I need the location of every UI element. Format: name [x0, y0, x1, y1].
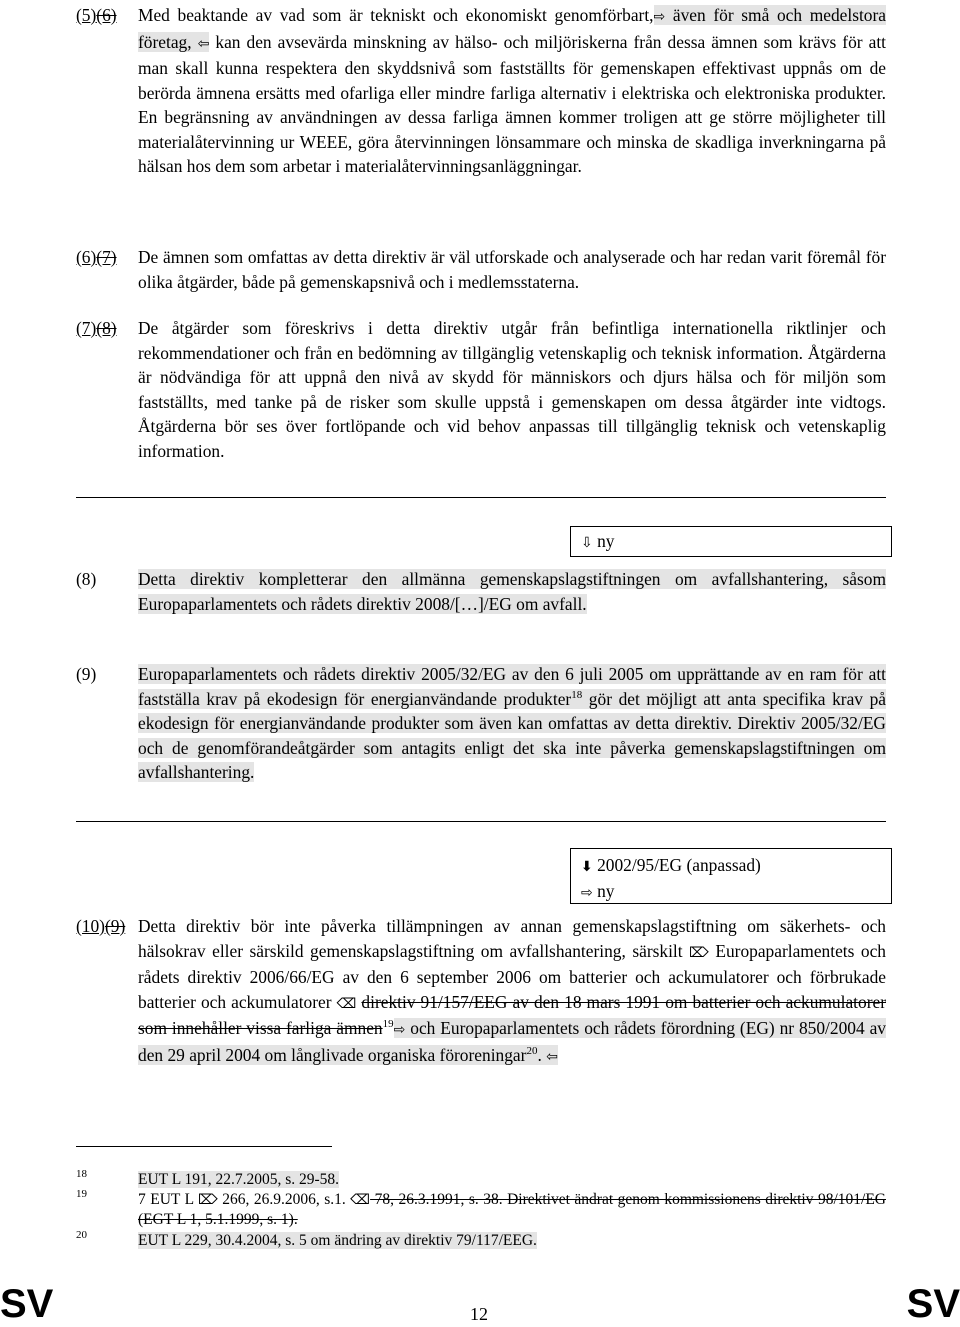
recital-text: Detta direktiv kompletterar den allmänna gemenskapslagstiftningen om avfallshantering, såsom Europaparlamentets och rådets direktiv 2008/[…]/EG om avfall.: [138, 569, 886, 614]
recital-number: (7)(8): [76, 318, 117, 338]
recital-text: De ämnen som omfattas av detta direktiv är väl utforskade och analyserade och har redan varit föremål för olika åtgärder, både på gemenskapsnivå och i medlemsstaterna.: [138, 247, 886, 292]
recital-number: (5)(6): [76, 5, 117, 25]
footnote-ref: 20: [526, 1044, 538, 1057]
recital-6: [76, 245, 886, 294]
recital-text: De åtgärder som föreskrivs i detta direktiv utgår från befintliga internationella riktlinjer och rekommendationer och från en bedömning av tillgänglig vetenskaplig och teknisk information. Åtgärderna är nödvändiga för att uppnå den nivå av skydd för människors och djurs hälsa och för miljön som fastställts, med tanke på de risker som skulle uppstå i gemenskapen om dessa åtgärder inte vidtogs. Åtgärderna bör ses över fortlöpande och vid behov anpassas till tillgänglig teknisk och vetenskaplig information.: [138, 318, 886, 461]
insert-marker-icon: ⌦: [689, 944, 709, 961]
insert-marker-icon: ⌦: [197, 1192, 218, 1208]
footnote-18: 18 EUT L 191, 22.7.2005, s. 29-58.: [76, 1168, 340, 1188]
amendment-marker-box: ⬇ 2002/95/EG (anpassad) ⇨ ny: [570, 848, 892, 904]
recital-number: (8): [76, 569, 97, 589]
footnote-19: 19 7 EUT L ⌦ 266, 26.9.2006, s.1. ⌫ 78, 26.3.1991, s. 38. Direktivet ändrat genom kommissionens direktiv 98/101/EG (EGT L 1, 5.1.1999, s. 1).: [76, 1188, 886, 1228]
arrow-down-outline-icon: ⇩: [581, 535, 593, 551]
arrow-left-icon: ⇦: [546, 1048, 558, 1065]
amendment-marker-box: ⇩ ny: [570, 526, 892, 557]
footnote-20: 20 EUT L 229, 30.4.2004, s. 5 om ändring av direktiv 79/117/EEG.: [76, 1229, 537, 1249]
insertion: ⇨ även för små och medelstora företag, ⇦: [138, 5, 886, 52]
arrow-right-icon: ⇨: [653, 9, 666, 25]
language-code-left: SV: [0, 1282, 54, 1326]
recital-number: (9): [76, 664, 97, 684]
insertion: ⇨ och Europaparlamentets och rådets förordning (EG) nr 850/2004 av den 29 april 2004 om långlivade organiska föroreningar$^{20}$. ⇦: [138, 1018, 886, 1065]
delete-marker-icon: ⌫: [350, 1192, 371, 1208]
arrow-right-icon: ⇨: [581, 885, 593, 901]
section-divider: [76, 821, 886, 822]
footnote-separator: [76, 1146, 332, 1147]
recital-5: [76, 3, 886, 179]
section-divider: [76, 497, 886, 498]
recital-7: [76, 316, 886, 463]
recital-number: (6)(7): [76, 247, 117, 267]
footnote-ref: 19: [382, 1018, 394, 1031]
recital-text: Detta direktiv bör inte påverka tillämpningen av annan gemenskapslagstiftning om säkerhets- och hälsokrav eller särskild gemenskapslagstiftning om avfallshantering, särskilt: [138, 916, 886, 961]
language-code-right: SV: [906, 1282, 960, 1326]
delete-marker-icon: ⌫: [336, 995, 357, 1012]
recital-10: (10)(9) Detta direktiv bör inte påverka tillämpningen av annan gemenskapslagstiftning om säkerhets- och hälsokrav eller särskild gemenskapslagstiftning om avfallshantering, särskilt ⌦ Europaparlamentets och rådets direktiv 2006/66/EG av den 6 september 2006 om batterier och ackumulatorer och förbrukade batterier och ackumulatorer ⌫ direktiv 91/157/EEG av den 18 mars 1991 om batterier och ackumulatorer som innehåller vissa farliga ämnen$^{19}$⇨ och Europaparlamentets och rådets förordning (EG) nr 850/2004 av den 29 april 2004 om långlivade organiska föroreningar$^{20}$. ⇦: [76, 914, 886, 1069]
footnote-ref: 18: [571, 688, 583, 701]
recital-8: [76, 567, 886, 616]
recital-text: Europaparlamentets och rådets direktiv 2005/32/EG av den 6 juli 2005 om upprättande av en ram för att fastställa krav på ekodesign för energianvändande produkter$^{18}$ gör det möjligt att anta specifika krav på ekodesign för energianvändande produkter som även kan omfattas av detta direktiv. Direktiv 2005/32/EG och de genomförandeåtgärder som antagits enligt det ska inte påverka gemenskapslagstiftningen om avfallshantering.: [138, 664, 886, 782]
arrow-down-solid-icon: ⬇: [581, 859, 593, 875]
deleted-text: direktiv 91/157/EEG av den 18 mars 1991 om batterier och ackumulatorer som innehåller vissa farliga ämnen: [138, 991, 886, 1038]
recital-text: kan den avsevärda minskning av hälso- och miljöriskerna från dessa ämnen som krävs för att man skall kunna respektera den skyddsnivå som fastställts för gemenskapen effektivast uppnås om de berörda ämnena ersätts med ofarliga eller mindre farliga alternativ i elektriska och elektroniska produkter. En begränsning av användningen av dessa farliga ämnen kommer troligen att ge större möjligheter till materialåtervinning ur WEEE, göra återvinningen lönsammare och minska de skadliga inverkningarna på hälsan hos dem som arbetar i materialåtervinningsanläggningar.: [138, 31, 886, 176]
recital-number: (10)(9): [76, 916, 126, 936]
arrow-left-icon: ⇦: [197, 35, 210, 52]
arrow-right-icon: ⇨: [393, 1022, 406, 1038]
recital-9: [76, 662, 886, 785]
page-number: 12: [470, 1304, 488, 1324]
recital-text: Med beaktande av vad som är tekniskt och ekonomiskt genomförbart,: [138, 5, 654, 25]
